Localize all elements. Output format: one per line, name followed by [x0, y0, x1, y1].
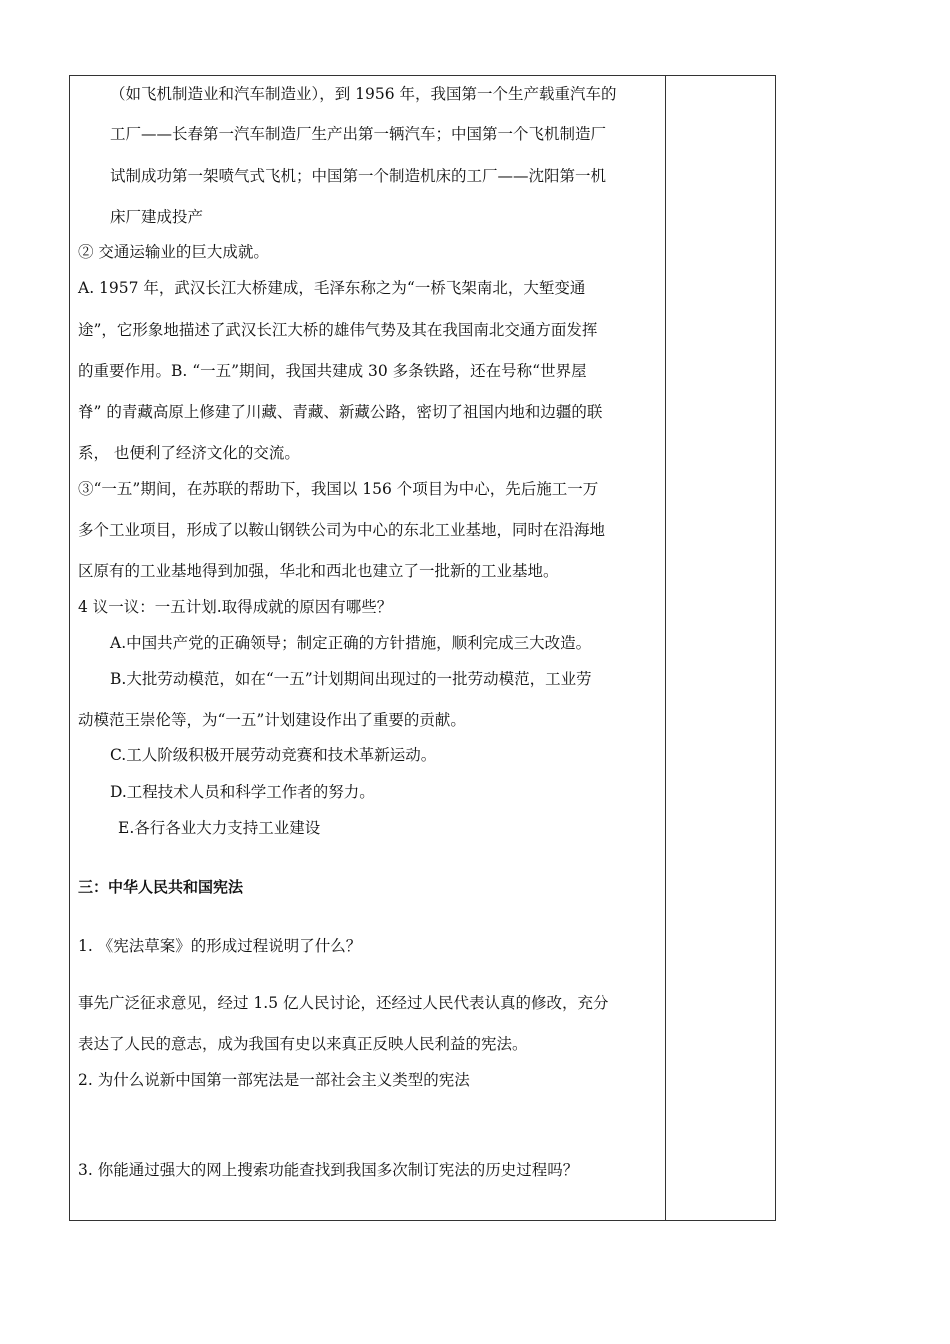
text-line: 表达了人民的意志，成为我国有史以来真正反映人民利益的宪法。: [78, 1035, 528, 1053]
text-line: 事先广泛征求意见，经过 1.5 亿人民讨论，还经过人民代表认真的修改，充分: [78, 994, 609, 1012]
text-line: A.中国共产党的正确领导；制定正确的方针措施，顺利完成三大改造。: [110, 634, 592, 652]
text-line: 脊” 的青藏高原上修建了川藏、青藏、新藏公路，密切了祖国内地和边疆的联: [78, 403, 603, 421]
text-line: 动模范王崇伦等，为“一五”计划建设作出了重要的贡献。: [78, 711, 466, 729]
text-line: 3. 你能通过强大的网上搜索功能查找到我国多次制订宪法的历史过程吗？: [78, 1161, 579, 1179]
text-line: 试制成功第一架喷气式飞机；中国第一个制造机床的工厂——沈阳第一机: [110, 167, 607, 185]
text-line: E.各行各业大力支持工业建设: [118, 819, 321, 837]
text-line: （如飞机制造业和汽车制造业），到 1956 年，我国第一个生产载重汽车的: [110, 85, 617, 103]
text-line: 系， 也便利了经济文化的交流。: [78, 444, 300, 462]
text-line: 工厂——长春第一汽车制造厂生产出第一辆汽车；中国第一个飞机制造厂: [110, 125, 607, 143]
text-line: 2. 为什么说新中国第一部宪法是一部社会主义类型的宪法: [78, 1071, 470, 1089]
text-line: 多个工业项目，形成了以鞍山钢铁公司为中心的东北工业基地，同时在沿海地: [78, 521, 606, 539]
text-line: 1. 《宪法草案》的形成过程说明了什么？: [78, 937, 362, 955]
column-divider: [665, 75, 666, 1221]
text-line: C.工人阶级积极开展劳动竞赛和技术革新运动。: [110, 746, 437, 764]
text-line: 4 议一议：一五计划.取得成就的原因有哪些？: [78, 598, 393, 616]
text-line: 区原有的工业基地得到加强，华北和西北也建立了一批新的工业基地。: [78, 562, 559, 580]
text-line: 床厂建成投产: [110, 208, 204, 226]
text-line: 途”，它形象地描述了武汉长江大桥的雄伟气势及其在我国南北交通方面发挥: [78, 321, 598, 339]
text-line: A. 1957 年，武汉长江大桥建成，毛泽东称之为“一桥飞架南北，大堑变通: [78, 279, 586, 297]
text-line: 的重要作用。B. “一五”期间，我国共建成 30 多条铁路，还在号称“世界屋: [78, 362, 587, 380]
text-line: ② 交通运输业的巨大成就。: [78, 243, 269, 261]
section-heading: 三：中华人民共和国宪法: [78, 878, 244, 896]
text-line: B.大批劳动模范，如在“一五”计划期间出现过的一批劳动模范，工业劳: [110, 670, 592, 688]
text-line: D.工程技术人员和科学工作者的努力。: [110, 783, 375, 801]
text-line: ③“一五”期间，在苏联的帮助下，我国以 156 个项目为中心，先后施工一万: [78, 480, 599, 498]
